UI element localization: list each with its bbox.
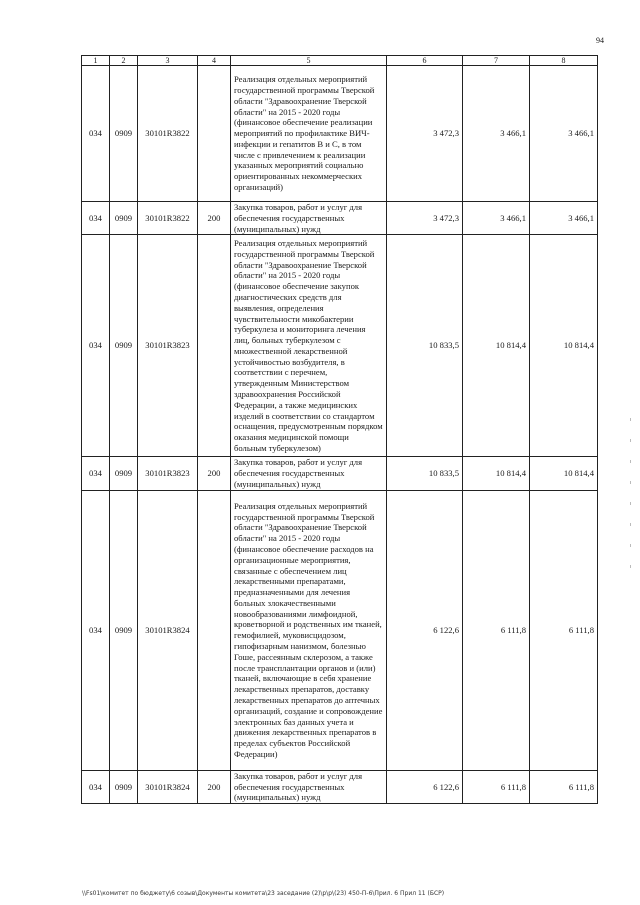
amount-col-7: 10 814,4	[463, 235, 530, 457]
section-code: 0909	[110, 490, 138, 770]
amount-col-8: 3 466,1	[530, 202, 598, 235]
table-row	[82, 66, 598, 202]
amount-col-8: 6 111,8	[530, 490, 598, 770]
expense-type-code	[198, 235, 231, 457]
column-header-4: 4	[198, 56, 231, 66]
ministry-code: 034	[82, 202, 110, 235]
column-header-1: 1	[82, 56, 110, 66]
ministry-code: 034	[82, 457, 110, 490]
expense-type-code: 200	[198, 457, 231, 490]
page-number: 94	[596, 36, 604, 45]
ministry-code: 034	[82, 770, 110, 803]
column-header-2: 2	[110, 56, 138, 66]
target-article-code: 30101R3824	[138, 490, 198, 770]
amount-col-6: 10 833,5	[387, 235, 463, 457]
item-name: Реализация отдельных мероприятий государственной программы Тверской области "Здравоохранение Тверской области" на 2015 - 2020 годы (финансовое обеспечение закупок диагностических средств для выявления, определения чувствительности микобактерии туберкулеза и мониторинга лечения лиц, больных туберкулезом с множественной лекарственной устойчивостью возбудителя, в соответствии с перечнем, утвержденным Министерством здравоохранения Российской Федерации, а также медицинских изделий в соответствии со стандартом оснащения, предусмотренным порядком оказания медицинской помощи больным туберкулезом)	[231, 235, 387, 457]
table-row	[82, 235, 598, 457]
ministry-code: 034	[82, 490, 110, 770]
column-header-8: 8	[530, 56, 598, 66]
expense-type-code	[198, 66, 231, 202]
amount-col-8: 10 814,4	[530, 457, 598, 490]
ministry-code: 034	[82, 235, 110, 457]
table-row	[82, 490, 598, 770]
amount-col-6: 3 472,3	[387, 66, 463, 202]
column-header-7: 7	[463, 56, 530, 66]
table-row	[82, 202, 598, 235]
amount-col-7: 10 814,4	[463, 457, 530, 490]
amount-col-8: 10 814,4	[530, 235, 598, 457]
amount-col-7: 6 111,8	[463, 490, 530, 770]
amount-col-7: 3 466,1	[463, 66, 530, 202]
amount-col-7: 3 466,1	[463, 202, 530, 235]
expense-type-code	[198, 490, 231, 770]
section-code: 0909	[110, 202, 138, 235]
section-code: 0909	[110, 457, 138, 490]
expense-type-code: 200	[198, 202, 231, 235]
expense-type-code: 200	[198, 770, 231, 803]
amount-col-6: 6 122,6	[387, 490, 463, 770]
target-article-code: 30101R3823	[138, 235, 198, 457]
amount-col-8: 6 111,8	[530, 770, 598, 803]
amount-col-6: 6 122,6	[387, 770, 463, 803]
target-article-code: 30101R3824	[138, 770, 198, 803]
section-code: 0909	[110, 770, 138, 803]
table-row	[82, 457, 598, 490]
item-name: Закупка товаров, работ и услуг для обеспечения государственных (муниципальных) нужд	[231, 457, 387, 490]
column-header-3: 3	[138, 56, 198, 66]
header-row	[82, 56, 598, 66]
target-article-code: 30101R3823	[138, 457, 198, 490]
item-name: Реализация отдельных мероприятий государственной программы Тверской области "Здравоохранение Тверской области" на 2015 - 2020 годы (финансовое обеспечение реализации мероприятий по профилактике ВИЧ-инфекции и гепатитов В и С, в том числе с привлечением к реализации указанных мероприятий социально ориентированных некоммерческих организаций)	[231, 66, 387, 202]
budget-table	[81, 55, 598, 804]
amount-col-6: 3 472,3	[387, 202, 463, 235]
item-name: Реализация отдельных мероприятий государственной программы Тверской области "Здравоохранение Тверской области" на 2015 - 2020 годы (финансовое обеспечение расходов на организационные мероприятия, связанные с обеспечением лиц лекарственными препаратами, предназначенными для лечения больных злокачественными новообразованиями лимфоидной, кроветворной и родственных им тканей, гемофилией, муковисцидозом, гипофизарным нанизмом, болезнью Гоше, рассеянным склерозом, а также после трансплантации органов и (или) тканей, включающие в себя хранение лекарственных препаратов, доставку лекарственных препаратов до аптечных организаций, создание и сопровождение электронных баз данных учета и движения лекарственных препаратов в пределах субъектов Российской Федерации)	[231, 490, 387, 770]
ministry-code: 034	[82, 66, 110, 202]
footer-file-path: \\Fs01\комитет по бюджету\6 созыв\Документы комитета\23 заседание (2)\р\р\(23) 450-П-6\Прил. 6 Прил 11 (БСР)	[82, 890, 445, 897]
section-code: 0909	[110, 235, 138, 457]
scan-margin-marks	[628, 400, 632, 780]
column-header-6: 6	[387, 56, 463, 66]
amount-col-6: 10 833,5	[387, 457, 463, 490]
target-article-code: 30101R3822	[138, 66, 198, 202]
amount-col-8: 3 466,1	[530, 66, 598, 202]
item-name: Закупка товаров, работ и услуг для обеспечения государственных (муниципальных) нужд	[231, 770, 387, 803]
amount-col-7: 6 111,8	[463, 770, 530, 803]
section-code: 0909	[110, 66, 138, 202]
table-row	[82, 770, 598, 803]
target-article-code: 30101R3822	[138, 202, 198, 235]
column-header-5: 5	[231, 56, 387, 66]
item-name: Закупка товаров, работ и услуг для обеспечения государственных (муниципальных) нужд	[231, 202, 387, 235]
